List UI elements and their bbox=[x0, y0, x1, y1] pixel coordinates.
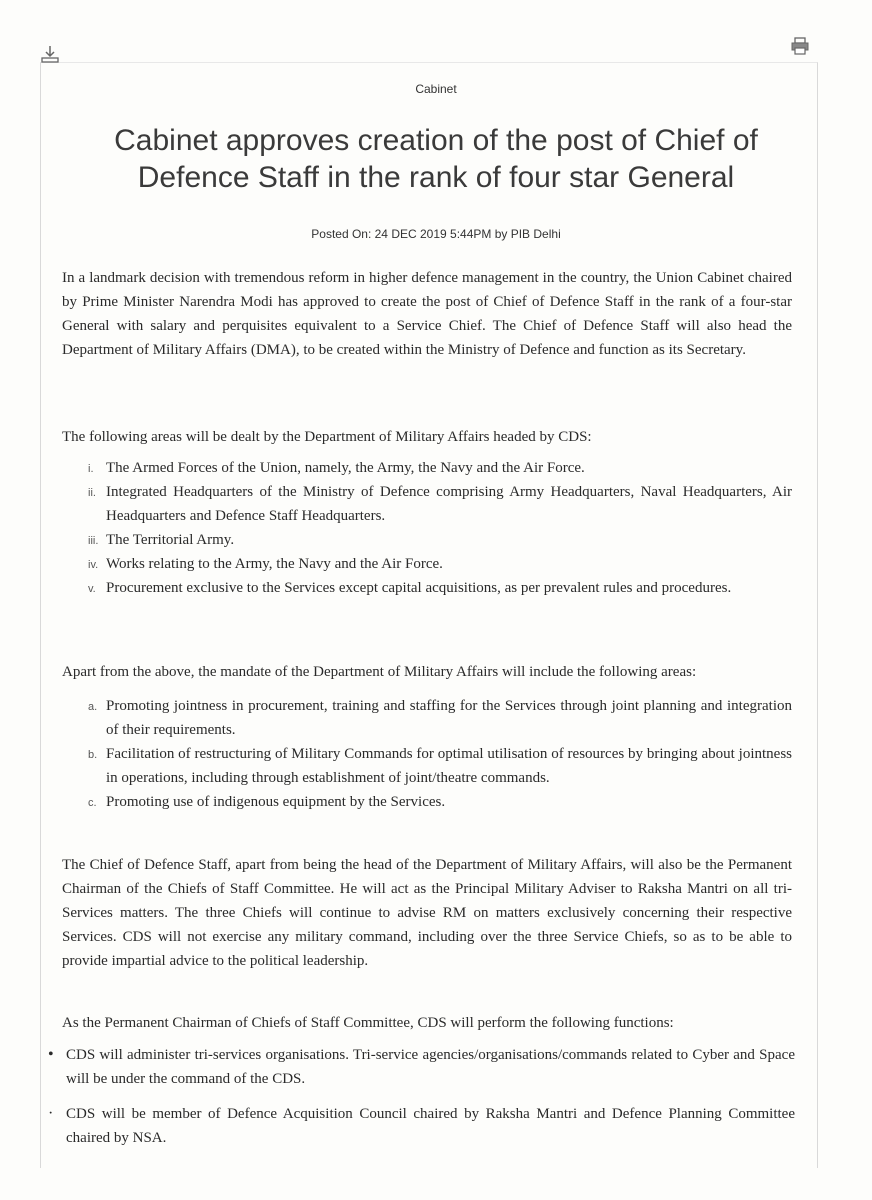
bullet-marker: · bbox=[48, 1105, 54, 1122]
list-item-text: Works relating to the Army, the Navy and the Air Force. bbox=[106, 556, 443, 572]
print-icon[interactable] bbox=[790, 36, 810, 56]
page-title: Cabinet approves creation of the post of Chief of Defence Staff in the rank of four star General bbox=[114, 124, 758, 194]
areas-list bbox=[62, 456, 792, 600]
list-item-text: Integrated Headquarters of the Ministry of Defence comprising Army Headquarters, Naval Headquarters, Air Headquarters and Defence Staff Headquarters. bbox=[106, 484, 792, 524]
category-label: Cabinet bbox=[415, 82, 457, 96]
list-item-text: CDS will be member of Defence Acquisition Council chaired by Raksha Mantri and Defence Planning Committee chaired by NSA. bbox=[66, 1106, 795, 1146]
posted-on: Posted On: 24 DEC 2019 5:44PM by PIB Delhi bbox=[311, 227, 561, 241]
list-item-text: Facilitation of restructuring of Military Commands for optimal utilisation of resources by bringing about jointness in operations, including through establishment of joint/theatre commands. bbox=[106, 746, 792, 786]
list-item bbox=[62, 790, 792, 814]
list-item bbox=[62, 694, 792, 742]
cds-role-paragraph: The Chief of Defence Staff, apart from being the head of the Department of Military Affairs, will also be the Permanent Chairman of the Chiefs of Staff Committee. He will act as the Principal Military Adviser to Raksha Mantri on all tri-Services matters. The three Chiefs will continue to advise RM on matters exclusively concerning their respective Services. CDS will not exercise any military command, including over the three Service Chiefs, so as to be able to provide impartial advice to the political leadership. bbox=[62, 857, 792, 969]
list-marker: iii. bbox=[88, 535, 99, 547]
list-marker: v. bbox=[88, 583, 96, 595]
bullet-marker: • bbox=[48, 1046, 54, 1063]
list-item bbox=[62, 528, 792, 552]
functions-intro: As the Permanent Chairman of Chiefs of Staff Committee, CDS will perform the following functions: bbox=[62, 1015, 674, 1031]
mandate-list bbox=[62, 694, 792, 814]
list-item-text: Promoting use of indigenous equipment by the Services. bbox=[106, 794, 446, 810]
list-marker: b. bbox=[88, 749, 98, 761]
list-marker: c. bbox=[88, 797, 97, 809]
list-item bbox=[62, 742, 792, 790]
list-marker: i. bbox=[88, 463, 94, 475]
list-item bbox=[62, 456, 792, 480]
list-item bbox=[62, 552, 792, 576]
list-item-text: The Territorial Army. bbox=[106, 532, 235, 548]
download-icon[interactable] bbox=[40, 44, 60, 64]
list-item bbox=[50, 1102, 795, 1150]
list-item-text: Promoting jointness in procurement, training and staffing for the Services through joint planning and integration of their requirements. bbox=[106, 698, 792, 738]
list-marker: iv. bbox=[88, 559, 99, 571]
list-marker: ii. bbox=[88, 487, 96, 499]
intro-paragraph: In a landmark decision with tremendous reform in higher defence management in the country, the Union Cabinet chaired by Prime Minister Narendra Modi has approved to create the post of Chief of Defence Staff in the rank of a four-star General with salary and perquisites equivalent to a Service Chief. The Chief of Defence Staff will also head the Department of Military Affairs (DMA), to be created within the Ministry of Defence and function as its Secretary. bbox=[62, 270, 792, 358]
list-item-text: CDS will administer tri-services organisations. Tri-service agencies/organisations/commands related to Cyber and Space will be under the command of the CDS. bbox=[66, 1047, 795, 1087]
list-marker: a. bbox=[88, 701, 98, 713]
areas-intro: The following areas will be dealt by the Department of Military Affairs headed by CDS: bbox=[62, 429, 592, 445]
list-item bbox=[62, 480, 792, 528]
list-item bbox=[62, 576, 792, 600]
list-item-text: The Armed Forces of the Union, namely, the Army, the Navy and the Air Force. bbox=[106, 460, 585, 476]
list-item-text: Procurement exclusive to the Services except capital acquisitions, as per prevalent rules and procedures. bbox=[106, 580, 732, 596]
list-item bbox=[50, 1043, 795, 1091]
mandate-intro: Apart from the above, the mandate of the Department of Military Affairs will include the following areas: bbox=[62, 664, 697, 680]
